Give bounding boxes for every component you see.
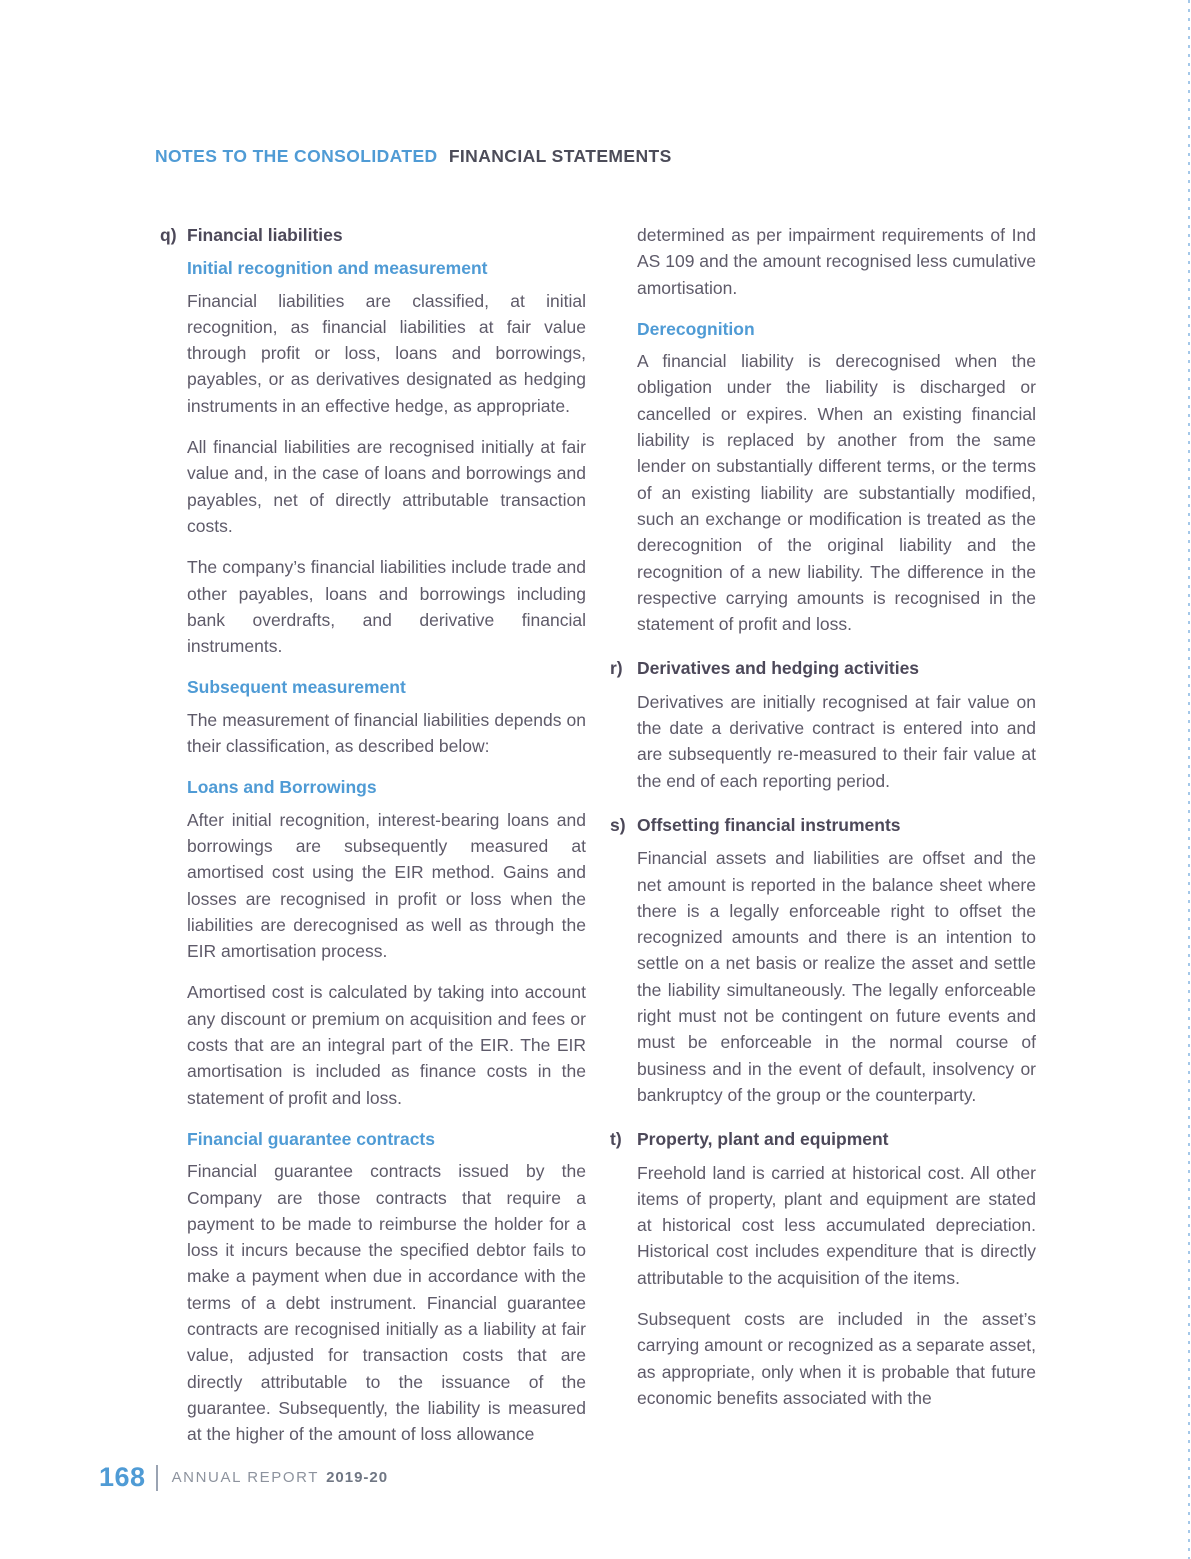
section-heading-t: [610, 1126, 1036, 1152]
subheading-initial-recognition: Initial recognition and measurement: [187, 258, 488, 279]
page-edge-dashed-line: [1188, 0, 1190, 1559]
paragraph: Financial assets and liabilities are offset and the net amount is reported in the balance sheet where there is a legally enforceable right to offset the recognized amounts and there is an intention to settle on a net basis or realize the asset and settle the liability simultaneously. The legally enforceable right must not be contingent on future events and must be enforceable in the normal course of business and in the event of default, insolvency or bankruptcy of the group or the counterparty.: [637, 848, 1036, 1105]
page-number: 168: [99, 1462, 146, 1492]
paragraph: The measurement of financial liabilities depends on their classification, as described below:: [187, 709, 586, 757]
subheading-loans-and-borrowings: Loans and Borrowings: [187, 777, 377, 798]
page-header: [155, 146, 672, 167]
section-heading-r: [610, 655, 1036, 681]
section-marker-r: r): [610, 658, 623, 679]
paragraph: Derivatives are initially recognised at fair value on the date a derivative contract is entered into and are subsequently re-measured to their fair value at the end of each reporting period.: [637, 691, 1036, 791]
subheading-subsequent-measurement: Subsequent measurement: [187, 677, 406, 698]
paragraph: A financial liability is derecognised when the obligation under the liability is discharged or cancelled or expires. When an existing financial liability is replaced by another from the same lender on substantially different terms, or the terms of an existing liability are substantially modified, such an exchange or modification is treated as the derecognition of the original liability and the recognition of a new liability. The difference in the respective carrying amounts is recognised in the statement of profit and loss.: [637, 351, 1036, 635]
section-marker-s: s): [610, 814, 626, 835]
section-title-financial-liabilities: Financial liabilities: [187, 225, 343, 245]
subheading-financial-guarantee-contracts: Financial guarantee contracts: [187, 1128, 435, 1149]
section-marker-q: q): [160, 225, 177, 245]
paragraph: All financial liabilities are recognised initially at fair value and, in the case of loans and borrowings and payables, net of directly attributable transaction costs.: [187, 437, 586, 536]
paragraph: The company’s financial liabilities include trade and other payables, loans and borrowings including bank overdrafts, and derivative financial instruments.: [187, 557, 586, 657]
subheading-derecognition: Derecognition: [637, 318, 755, 339]
section-title-offsetting-instruments: Offsetting financial instruments: [637, 814, 901, 835]
section-title-derivatives-hedging: Derivatives and hedging activities: [637, 658, 920, 679]
page-footer: [99, 1462, 388, 1493]
paragraph: After initial recognition, interest-bearing loans and borrowings are subsequently measured at amortised cost using the EIR method. Gains and losses are recognised in profit or loss when the liabilities are derecognised as well as through the EIR amortisation process.: [187, 809, 586, 962]
paragraph: Subsequent costs are included in the asset’s carrying amount or recognized as a separate asset, as appropriate, only when it is probable that future economic benefits associated with the: [637, 1308, 1036, 1408]
section-marker-t: t): [610, 1129, 622, 1150]
paragraph-continuation: determined as per impairment requirements of Ind AS 109 and the amount recognised less cumulative amortisation.: [637, 225, 1036, 298]
footer-report-label: ANNUAL REPORT: [171, 1469, 320, 1486]
header-title-secondary: FINANCIAL STATEMENTS: [448, 146, 672, 166]
section-heading-s: [610, 812, 1036, 838]
header-title-primary: NOTES TO THE CONSOLIDATED: [155, 146, 438, 166]
paragraph: Amortised cost is calculated by taking into account any discount or premium on acquisition and fees or costs that are an integral part of the EIR. The EIR amortisation is included as finance costs in the statement of profit and loss.: [187, 982, 586, 1108]
paragraph: Freehold land is carried at historical cost. All other items of property, plant and equipment are stated at historical cost less accumulated depreciation. Historical cost includes expenditure that is directly attributable to the acquisition of the items.: [637, 1162, 1036, 1288]
right-column: [610, 222, 1036, 1411]
paragraph: Financial guarantee contracts issued by the Company are those contracts that require a payment to be made to reimburse the holder for a loss it incurs because the specified debtor fails to make a payment when due in accordance with the terms of a debt instrument. Financial guarantee contracts are recognised initially as a liability at fair value, adjusted for transaction costs that are directly attributable to the issuance of the guarantee. Subsequently, the liability is measured at the higher of the amount of loss allowance: [187, 1161, 586, 1445]
footer-separator: [156, 1465, 158, 1491]
footer-report-year: 2019-20: [326, 1469, 389, 1486]
section-heading-q: [160, 222, 586, 248]
paragraph: Financial liabilities are classified, at initial recognition, as financial liabilities at fair value through profit or loss, loans and borrowings, payables, or as derivatives designated as hedging instruments in an effective hedge, as appropriate.: [187, 290, 586, 416]
left-column: [160, 222, 586, 1447]
section-title-property-plant-equipment: Property, plant and equipment: [637, 1129, 889, 1150]
